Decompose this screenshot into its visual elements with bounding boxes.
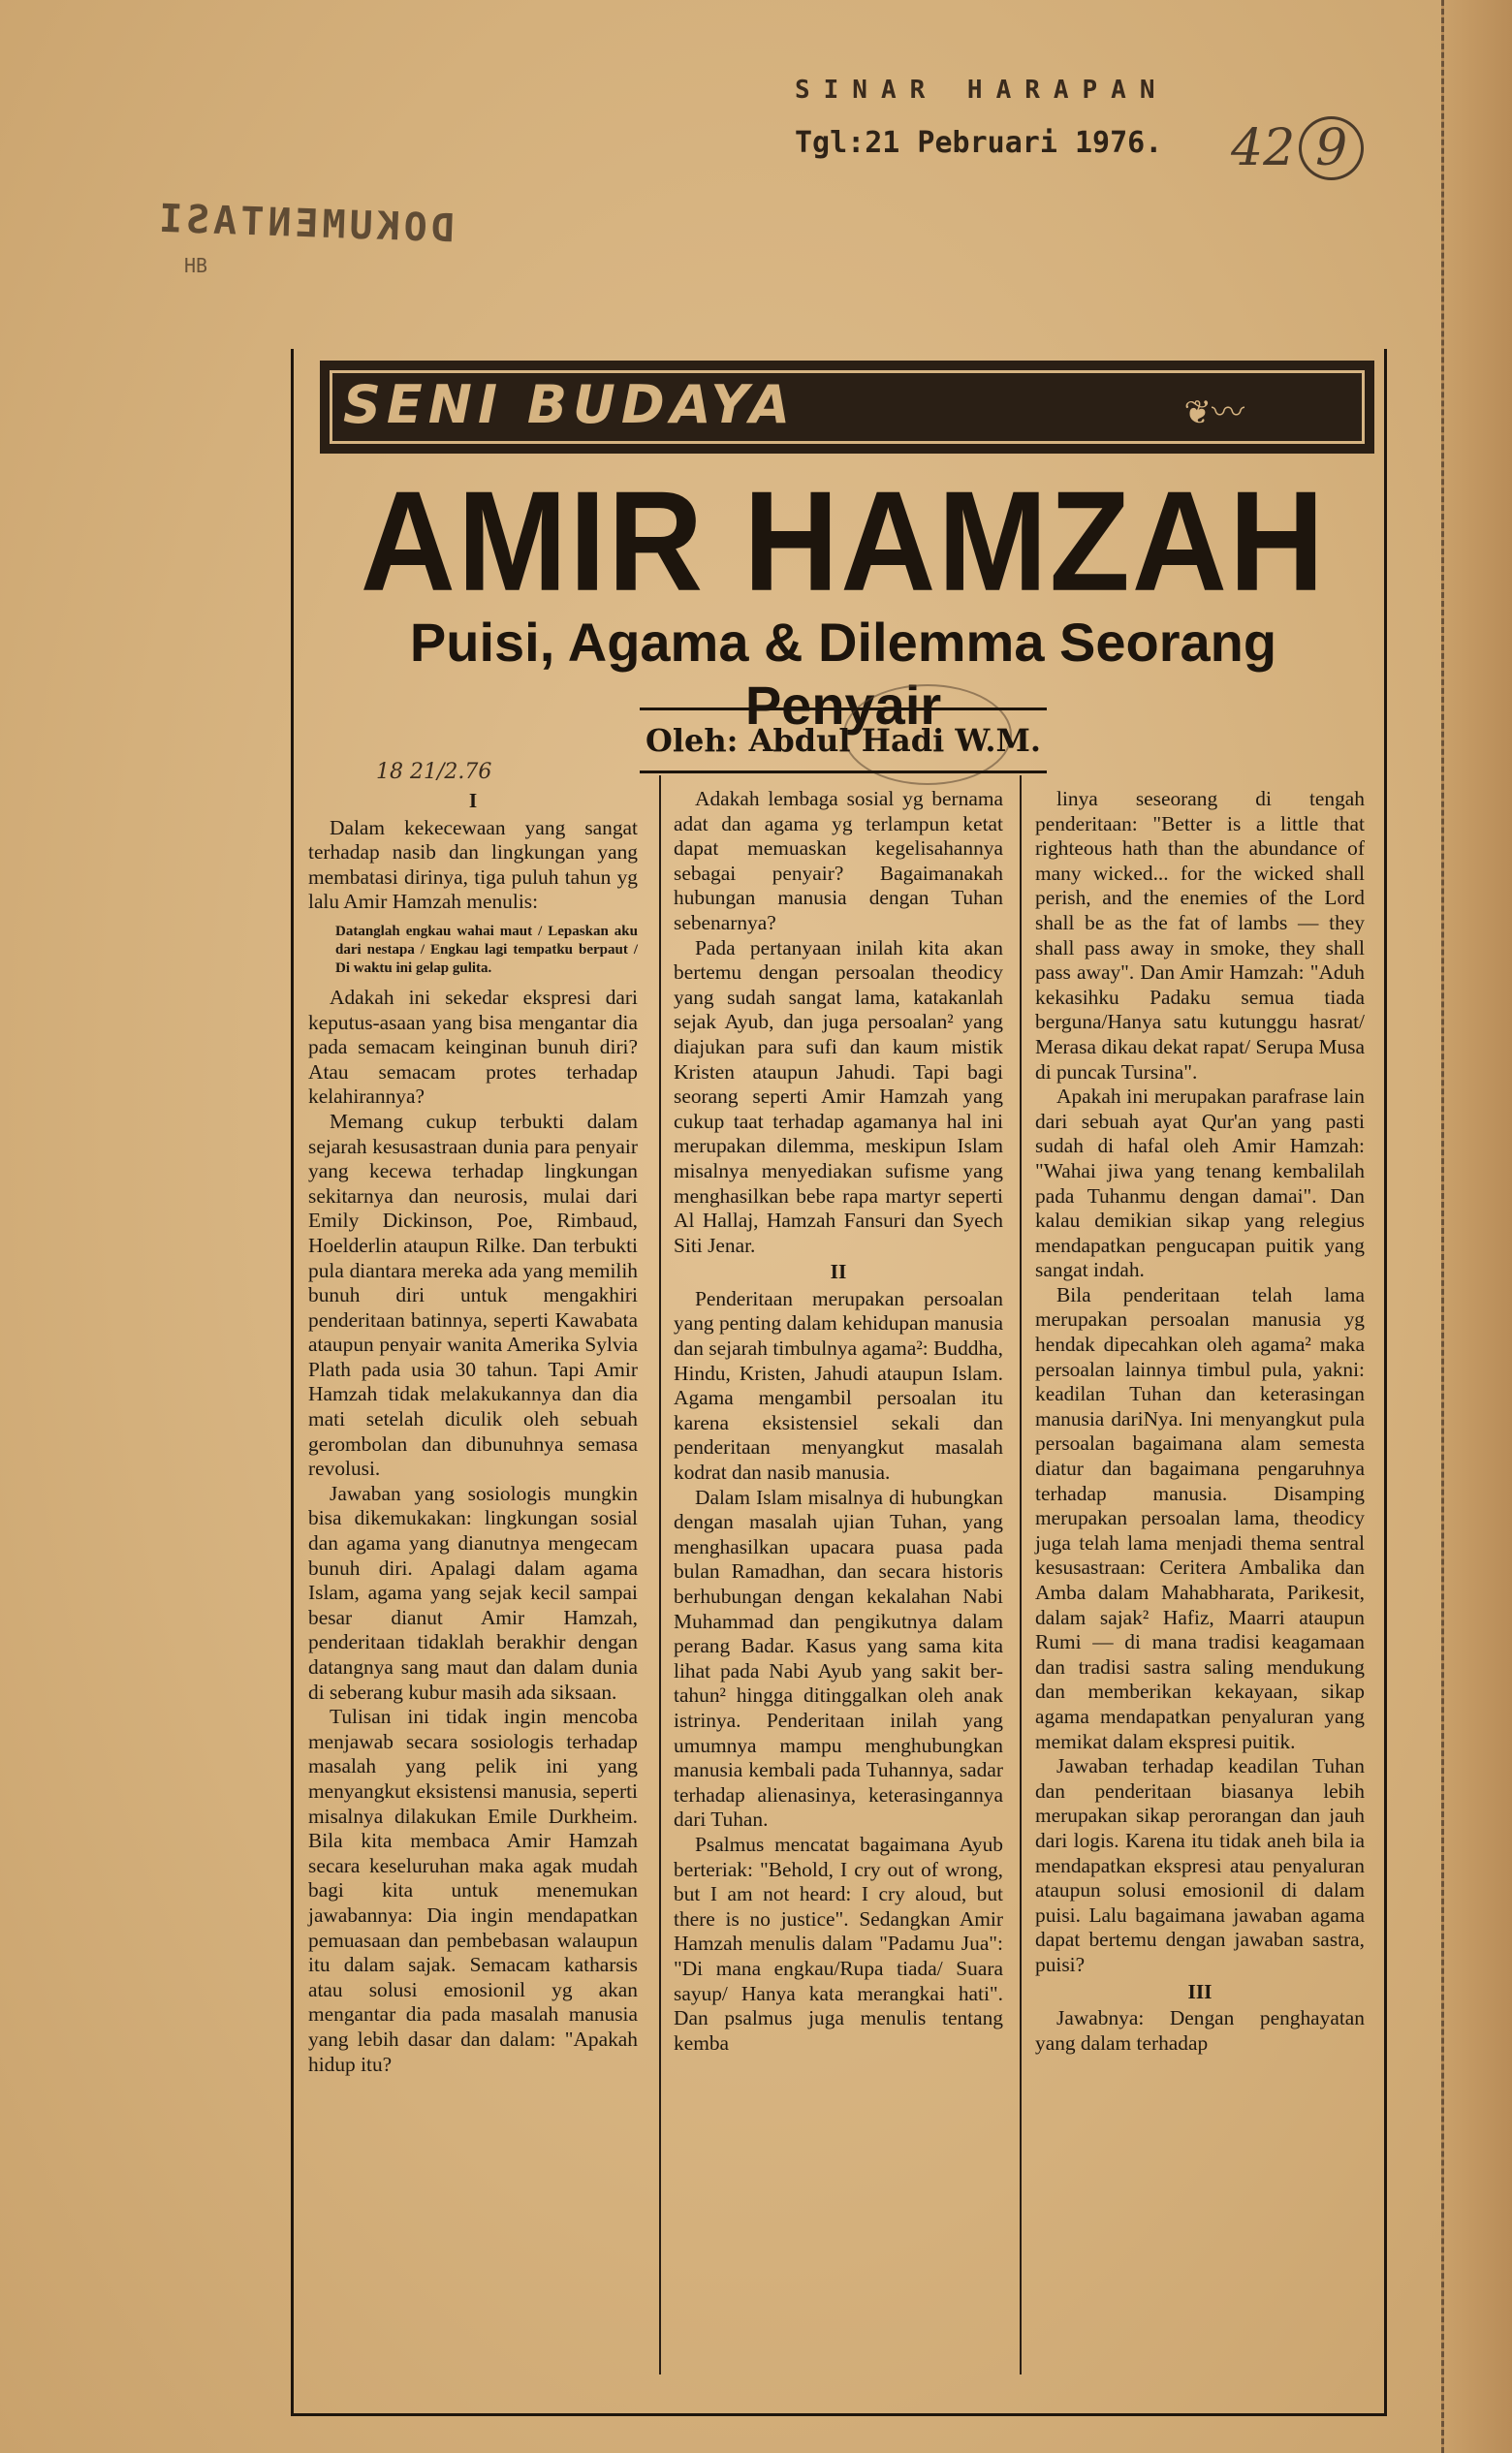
article-headline: AMIR HAMZAH	[360, 460, 1327, 621]
section-number: II	[830, 1260, 847, 1284]
poem-quote: Datanglah engkau wahai maut / Lepaskan aku dari nestapa / Engkau lagi tempatku berpaut / Di waktu ini gelap gulita.	[335, 923, 638, 976]
column-rule	[1020, 775, 1022, 2374]
paragraph: Bila penderitaan telah lama merupakan persoalan manusia yg hendak dipecahkan oleh agama² maka persoalan lainnya timbul pula, yakni: keadilan Tuhan dan keterasingan manusia dariNya. Ini menyangkut pula persoalan bagaimana alam semesta diatur dan bagaimana pengaruhnya terhadap manusia. Disamping merupakan persoalan lama, theodicy juga telah lama menjadi thema sentral kesusastraan: Ceritera Ambalika dan Amba dalam Mahabharata, Parikesit, dalam sajak² Hafiz, Maarri ataupun Rumi — di mana tradisi keagamaan dan tradisi sastra saling mendukung dan memberikan kekayaan, sikap agama mendapatkan penyaluran yang memikat dalam ekspresi puitik.	[1035, 1282, 1365, 1753]
column-rule	[659, 775, 661, 2374]
date-stamp: Tgl:21 Pebruari 1976.	[795, 126, 1163, 160]
masthead: SINAR HARAPAN	[795, 76, 1169, 105]
page-number-circled: 9	[1299, 116, 1364, 180]
archive-stamp-sub: HB	[184, 254, 208, 277]
section-banner	[320, 361, 1374, 454]
adjacent-page-edge	[1441, 0, 1512, 2453]
ornament-icon: ❦〰	[1183, 393, 1244, 432]
section-number: III	[1187, 1979, 1213, 2003]
article-subheadline: Puisi, Agama & Dilemma Seorang Penyair	[409, 612, 1277, 736]
column-2	[674, 787, 1003, 2056]
paragraph: Pada pertanyaan inilah kita akan bertemu dengan persoalan theodicy yang sudah sangat lama, katakanlah sejak Ayub, dan juga persoalan² yang diajukan para sufi dan kaum mistik Kristen ataupun Jahudi. Tapi bagi seorang seperti Amir Hamzah yang cukup taat terhadap agamanya hal ini merupakan dilemma, meskipun Islam misalnya menyediakan sufisme yang menghasilkan bebe rapa martyr seperti Al Hallaj, Hamzah Fansuri dan Syech Siti Jenar.	[674, 935, 1003, 1257]
paragraph: Penderitaan merupakan persoalan yang penting dalam kehidupan manusia dan sejarah timbulnya agama²: Buddha, Hindu, Kristen, Jahudi ataupun Islam. Agama mengambil persoalan itu karena eksistensiel sekali dan penderitaan menyangkut masalah kodrat dan nasib manusia.	[674, 1286, 1003, 1485]
paragraph: Adakah ini sekedar ekspresi dari keputus-asaan yang bisa mengantar dia pada semacam keinginan bunuh diri? Atau semacam protes terhadap kelahirannya?	[308, 985, 638, 1109]
paragraph: Jawabnya: Dengan penghayatan yang dalam terhadap	[1035, 2006, 1365, 2055]
paragraph: Memang cukup terbukti dalam sejarah kesusastraan dunia para penyair yang kecewa terhadap lingkungan sekitarnya dan neurosis, mulai dari Emily Dickinson, Poe, Rimbaud, Hoelderlin ataupun Rilke. Dan terbukti pula diantara mereka ada yang memilih bunuh diri untuk mengakhiri penderitaan batinnya, seperti Kawabata ataupun penyair wanita Amerika Sylvia Plath pada usia 30 tahun. Tapi Amir Hamzah tidak melakukannya dan dia mati setelah diculik oleh sebuah gerombolan dan dibunuhnya semasa revolusi.	[308, 1109, 638, 1481]
paragraph: Jawaban yang sosiologis mungkin bisa dikemukakan: lingkungan sosial dan agama yang dianutnya mengecam bunuh diri. Apalagi dalam agama Islam, agama yang sejak kecil sampai besar dianut Amir Hamzah, penderitaan tidaklah berakhir dengan datangnya sang maut dan dalam dunia di seberang kubur masih ada siksaan.	[308, 1481, 638, 1704]
paragraph: Psalmus mencatat bagaimana Ayub berteriak: "Behold, I cry out of wrong, but I am not heard: I cry aloud, but there is no justice". Sedangkan Amir Hamzah menulis dalam "Padamu Jua": "Di mana engkau/Rupa tiada/ Suara sayup/ Hanya kata merangkai hati". Dan psalmus juga menulis tentang kemba	[674, 1832, 1003, 2055]
paragraph: Adakah lembaga sosial yg bernama adat dan agama yg terlampun ketat dapat memuaskan kegelisahannya sebagai penyair? Bagaimanakah hubungan manusia dengan Tuhan sebenarnya?	[674, 787, 1003, 934]
archive-stamp: DOKUMENTASI	[154, 196, 456, 252]
section-number: I	[468, 789, 478, 812]
paragraph: Dalam Islam misalnya di hubungkan dengan masalah ujian Tuhan, yang menghasilkan upacara puasa pada bulan Ramadhan, dan secara historis berhubungan dengan kekalahan Nabi Muhammad dan pengikutnya dalam perang Badar. Kasus yang sama kita lihat pada Nabi Ayub yang sakit ber-tahun² hingga ditinggalkan oleh anak istrinya. Penderitaan inilah yang umumnya mampu menghubungkan manusia kembali pada Tuhannya, sadar terhadap alienasinya, keterasingannya dari Tuhan.	[674, 1485, 1003, 1832]
section-title: SENI BUDAYA	[343, 374, 797, 435]
paragraph: Apakah ini merupakan parafrase lain dari sebuah ayat Qur'an yang pasti sudah di hafal oleh Amir Hamzah: "Wahai jiwa yang tenang kembalilah pada Tuhanmu dengan damai". Dan kalau demikian sikap yang relegius mendapatkan pengucapan puitik yang sangat indah.	[1035, 1085, 1365, 1282]
column-3	[1035, 787, 1365, 2056]
byline: Oleh: Abdul Hadi W.M.	[640, 708, 1047, 773]
paragraph: Jawaban terhadap keadilan Tuhan dan penderitaan biasanya lebih merupakan sikap perorangan dan jauh dari logis. Karena itu tidak aneh bila ia mendapatkan ekspresi atau penyaluran ataupun solusi emosionil di dalam puisi. Lalu bagaimana jawaban agama dapat bertemu dengan jawaban sastra, puisi?	[1035, 1754, 1365, 1976]
paragraph: linya seseorang di tengah penderitaan: "Better is a little that righteous hath than the abundance of many wicked... for the wicked shall perish, and the enemies of the Lord shall be as the fat of lambs — they shall pass away in smoke, they shall pass away". Dan Amir Hamzah: "Aduh kekasihku Padaku semua tiada berguna/Hanya satu kutunggu hasrat/ Merasa dikau dekat rapat/ Serupa Musa di puncak Tursina".	[1035, 787, 1365, 1084]
page-number	[1231, 116, 1364, 180]
paragraph: Tulisan ini tidak ingin mencoba menjawab secara sosiologis terhadap masalah yang pelik ini yang menyangkut eksistensi manusia, seperti misalnya dilakukan Emile Durkheim. Bila kita membaca Amir Hamzah secara keseluruhan maka agak mudah bagi kita untuk menemukan jawabannya: Dia ingin mendapatkan pemuasaan dan pembebasan walaupun itu dalam sajak. Semacam katharsis atau solusi emosionil yg akan mengantar dia pada masalah manusia yang lebih dasar dan dalam: "Apakah hidup itu?	[308, 1705, 638, 2076]
paragraph: Dalam kekecewaan yang sangat terhadap nasib dan lingkungan yang membatasi dirinya, tiga puluh tahun yg lalu Amir Hamzah menulis:	[308, 815, 638, 914]
handwritten-note: 18 21/2.76	[376, 760, 492, 784]
column-1	[308, 787, 638, 2077]
page-prefix: 42	[1231, 119, 1296, 177]
